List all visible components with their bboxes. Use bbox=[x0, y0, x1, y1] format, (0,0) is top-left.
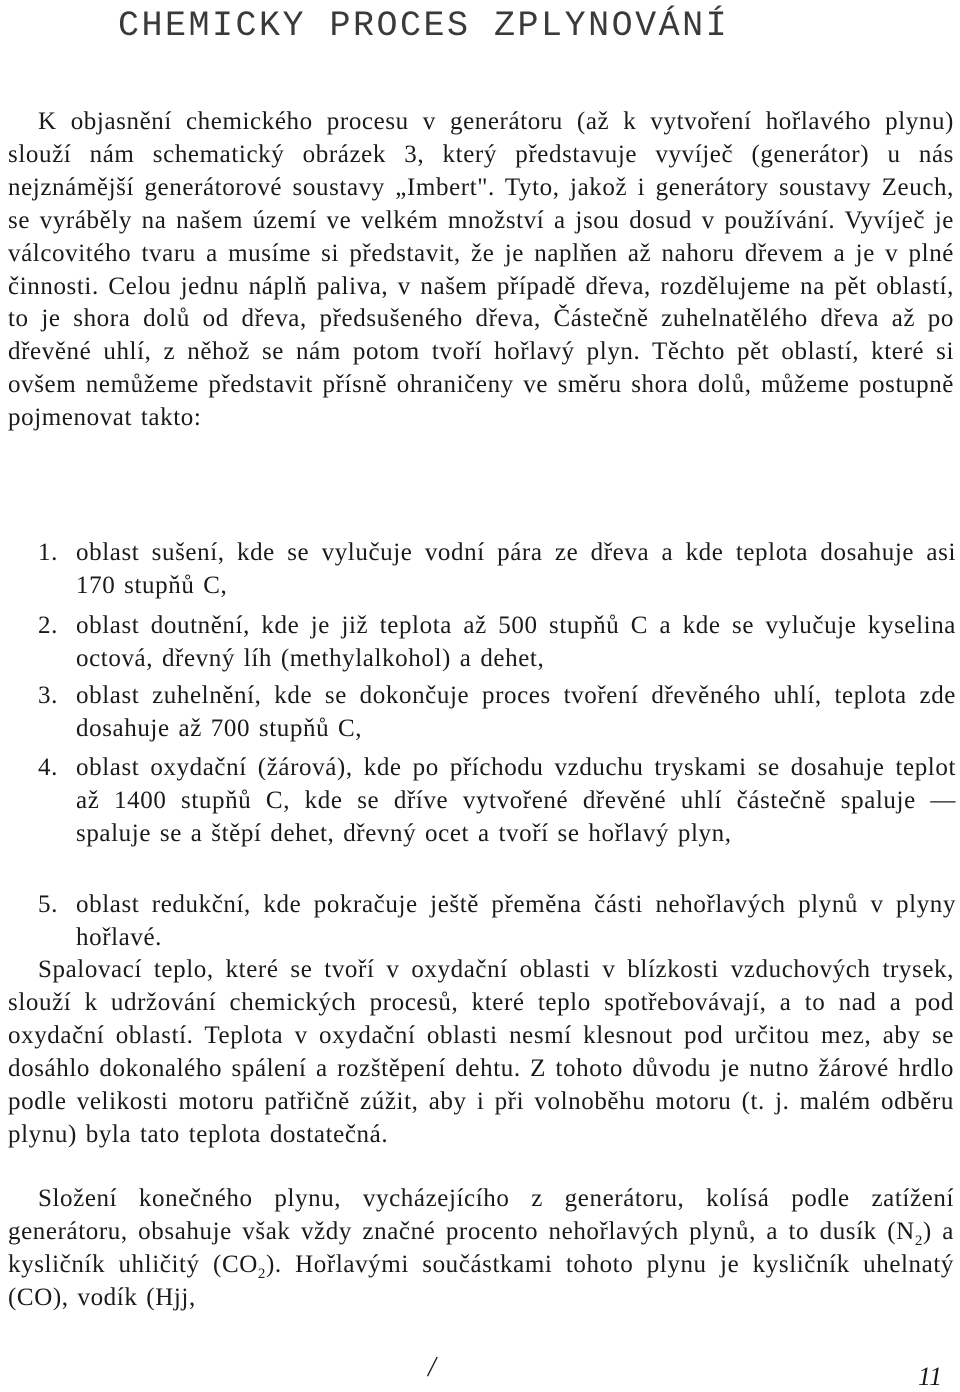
nitrogen-subscript: 2 bbox=[914, 1232, 923, 1249]
page-number: 11 bbox=[918, 1362, 943, 1391]
gas-composition-text-start: Složení konečného plynu, vycházejícího z generátoru, kolísá podle zatížení generátoru, obsahuje však vždy značné procento nehořlavých plynů, a to dusík (N bbox=[8, 1185, 954, 1245]
list-item-text: oblast redukční, kde pokračuje ještě přeměna části nehořlavých plynů v plyny hořlavé. bbox=[76, 891, 956, 951]
list-item-number: 3. bbox=[38, 682, 58, 709]
list-item-number: 4. bbox=[38, 754, 58, 781]
gas-composition-text-mid: ) a kysličník uhličitý (CO bbox=[8, 1217, 954, 1278]
gas-composition-text-end: ). Hořlavými součástkami tohoto plynu je kysličník uhelnatý (CO), vodík (Hjj, bbox=[8, 1250, 954, 1311]
paragraph-gas-composition bbox=[8, 1183, 954, 1315]
list-item-text: oblast oxydační (žárová), kde po příchodu vzduchu tryskami se dosahuje teplot až 1400 stupňů C, kde se dříve vytvořené dřevěné uhlí částečně spaluje — spaluje se a štěpí dehet, dřevný ocet a tvoří se hořlavý plyn, bbox=[76, 754, 956, 847]
list-item-number: 1. bbox=[38, 539, 58, 566]
list-item-text: oblast sušení, kde se vylučuje vodní pára ze dřeva a kde teplota dosahuje asi 170 stupňů C, bbox=[76, 539, 956, 599]
page-title: CHEMICKY PROCES ZPLYNOVÁNÍ bbox=[118, 6, 730, 46]
list-item-text: oblast zuhelnění, kde se dokončuje proces tvoření dřevěného uhlí, teplota zde dosahuje až 700 stupňů C, bbox=[76, 682, 956, 742]
list-item-number: 2. bbox=[38, 612, 58, 639]
paragraph-combustion-heat: Spalovací teplo, které se tvoří v oxydační oblasti v blízkosti vzduchových trysek, slouží k udržování chemických procesů, které teplo spotřebovávají, a to nad a pod oxydační oblastí. Teplota v oxydační oblasti nesmí klesnout pod určitou mez, aby se dosáhlo dokonalého spálení a rozštěpení dehtu. Z tohoto důvodu je nutno žárové hrdlo podle velikosti motoru patřičně zúžit, aby i při volnoběhu motoru (t. j. malém odběru plynu) byla tato teplota dostatečná. bbox=[8, 956, 954, 1148]
list-item-number: 5. bbox=[38, 891, 58, 918]
footer-mark: / bbox=[428, 1352, 436, 1383]
paragraph-intro: K objasnění chemického procesu v generátoru (až k vytvoření hořlavého plynu) slouží nám schematický obrázek 3, který představuje vyvíječ (generátor) u nás nejznámější generátorové soustavy „Imbert". Tyto, jakož i generátory soustavy Zeuch, se vyráběly na našem území ve velkém množství a jsou dosud v používání. Vyvíječ je válcovitého tvaru a musíme si představit, že je naplňen až nahoru dřevem a je v plné činnosti. Celou jednu náplň paliva, v našem případě dřeva, rozdělujeme na pět oblastí, to je shora dolů od dřeva, předsušeného dřeva, Částečně zuhelnatělého dřeva až po dřevěné uhlí, z něhož se nám potom tvoří hořlavý plyn. Těchto pět oblastí, které si ovšem nemůžeme představit přísně ohraničeny ve směru shora dolů, můžeme postupně pojmenovat takto: bbox=[8, 108, 954, 432]
carbon-dioxide-subscript: 2 bbox=[257, 1265, 266, 1282]
list-item-text: oblast doutnění, kde je již teplota až 500 stupňů C a kde se vylučuje kyselina octová, dřevný líh (methylalkohol) a dehet, bbox=[76, 612, 956, 672]
